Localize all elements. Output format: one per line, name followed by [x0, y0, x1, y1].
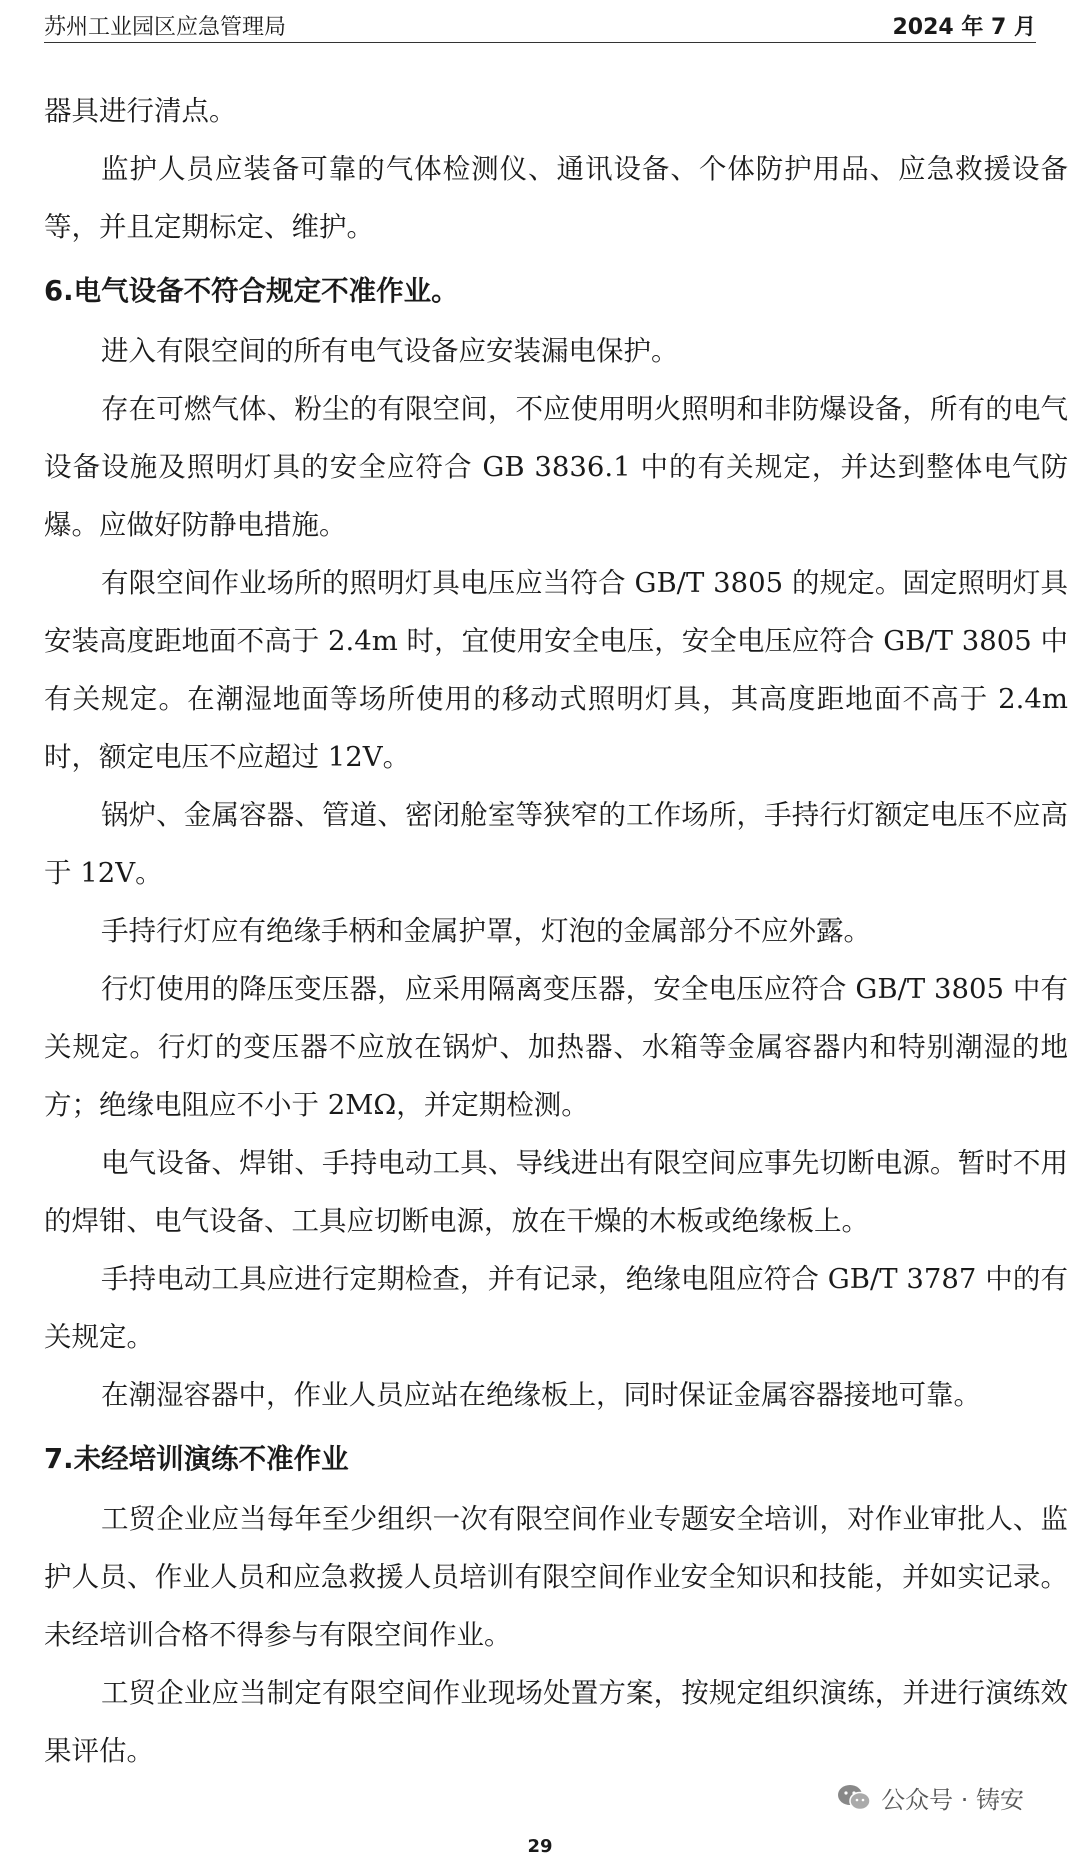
watermark-text: 公众号 · 铸安: [881, 1786, 1024, 1814]
section-heading: 6.电气设备不符合规定不准作业。: [44, 275, 459, 307]
wechat-watermark: [837, 1780, 1024, 1815]
paragraph: 锅炉、金属容器、管道、密闭舱室等狭窄的工作场所，手持行灯额定电压不应高于 12V。: [44, 799, 1068, 889]
paragraph: 工贸企业应当每年至少组织一次有限空间作业专题安全培训，对作业审批人、监护人员、作业人员和应急救援人员培训有限空间作业安全知识和技能，并如实记录。未经培训合格不得参与有限空间作业。: [44, 1503, 1068, 1651]
paragraph: 在潮湿容器中，作业人员应站在绝缘板上，同时保证金属容器接地可靠。: [101, 1379, 981, 1411]
page-number: 29: [527, 1836, 553, 1857]
page-header: [44, 8, 1036, 43]
paragraph: 存在可燃气体、粉尘的有限空间，不应使用明火照明和非防爆设备，所有的电气设备设施及照明灯具的安全应符合 GB 3836.1 中的有关规定，并达到整体电气防爆。应做好防静电措施。: [44, 393, 1068, 541]
paragraph: 手持行灯应有绝缘手柄和金属护罩，灯泡的金属部分不应外露。: [101, 915, 871, 947]
paragraph: 手持电动工具应进行定期检查，并有记录，绝缘电阻应符合 GB/T 3787 中的有关规定。: [44, 1263, 1068, 1353]
paragraph: 电气设备、焊钳、手持电动工具、导线进出有限空间应事先切断电源。暂时不用的焊钳、电气设备、工具应切断电源，放在干燥的木板或绝缘板上。: [44, 1147, 1068, 1237]
document-body: [44, 82, 1068, 1780]
paragraph: 工贸企业应当制定有限空间作业现场处置方案，按规定组织演练，并进行演练效果评估。: [44, 1677, 1068, 1767]
paragraph: 进入有限空间的所有电气设备应安装漏电保护。: [101, 335, 679, 367]
paragraph: 器具进行清点。: [44, 95, 237, 127]
paragraph: 监护人员应装备可靠的气体检测仪、通讯设备、个体防护用品、应急救援设备等，并且定期标定、维护。: [44, 153, 1068, 243]
wechat-icon: [837, 1783, 871, 1813]
paragraph: 有限空间作业场所的照明灯具电压应当符合 GB/T 3805 的规定。固定照明灯具安装高度距地面不高于 2.4m 时，宜使用安全电压，安全电压应符合 GB/T 3805 中有关规定。在潮湿地面等场所使用的移动式照明灯具，其高度距地面不高于 2.4m 时，额定电压不应超过 12V。: [44, 567, 1068, 773]
section-heading: 7.未经培训演练不准作业: [44, 1443, 349, 1475]
header-date: 2024 年 7 月: [892, 14, 1036, 40]
paragraph: 行灯使用的降压变压器，应采用隔离变压器，安全电压应符合 GB/T 3805 中有关规定。行灯的变压器不应放在锅炉、加热器、水箱等金属容器内和特别潮湿的地方；绝缘电阻应不小于 2MΩ，并定期检测。: [44, 973, 1068, 1121]
header-org: 苏州工业园区应急管理局: [44, 14, 287, 40]
